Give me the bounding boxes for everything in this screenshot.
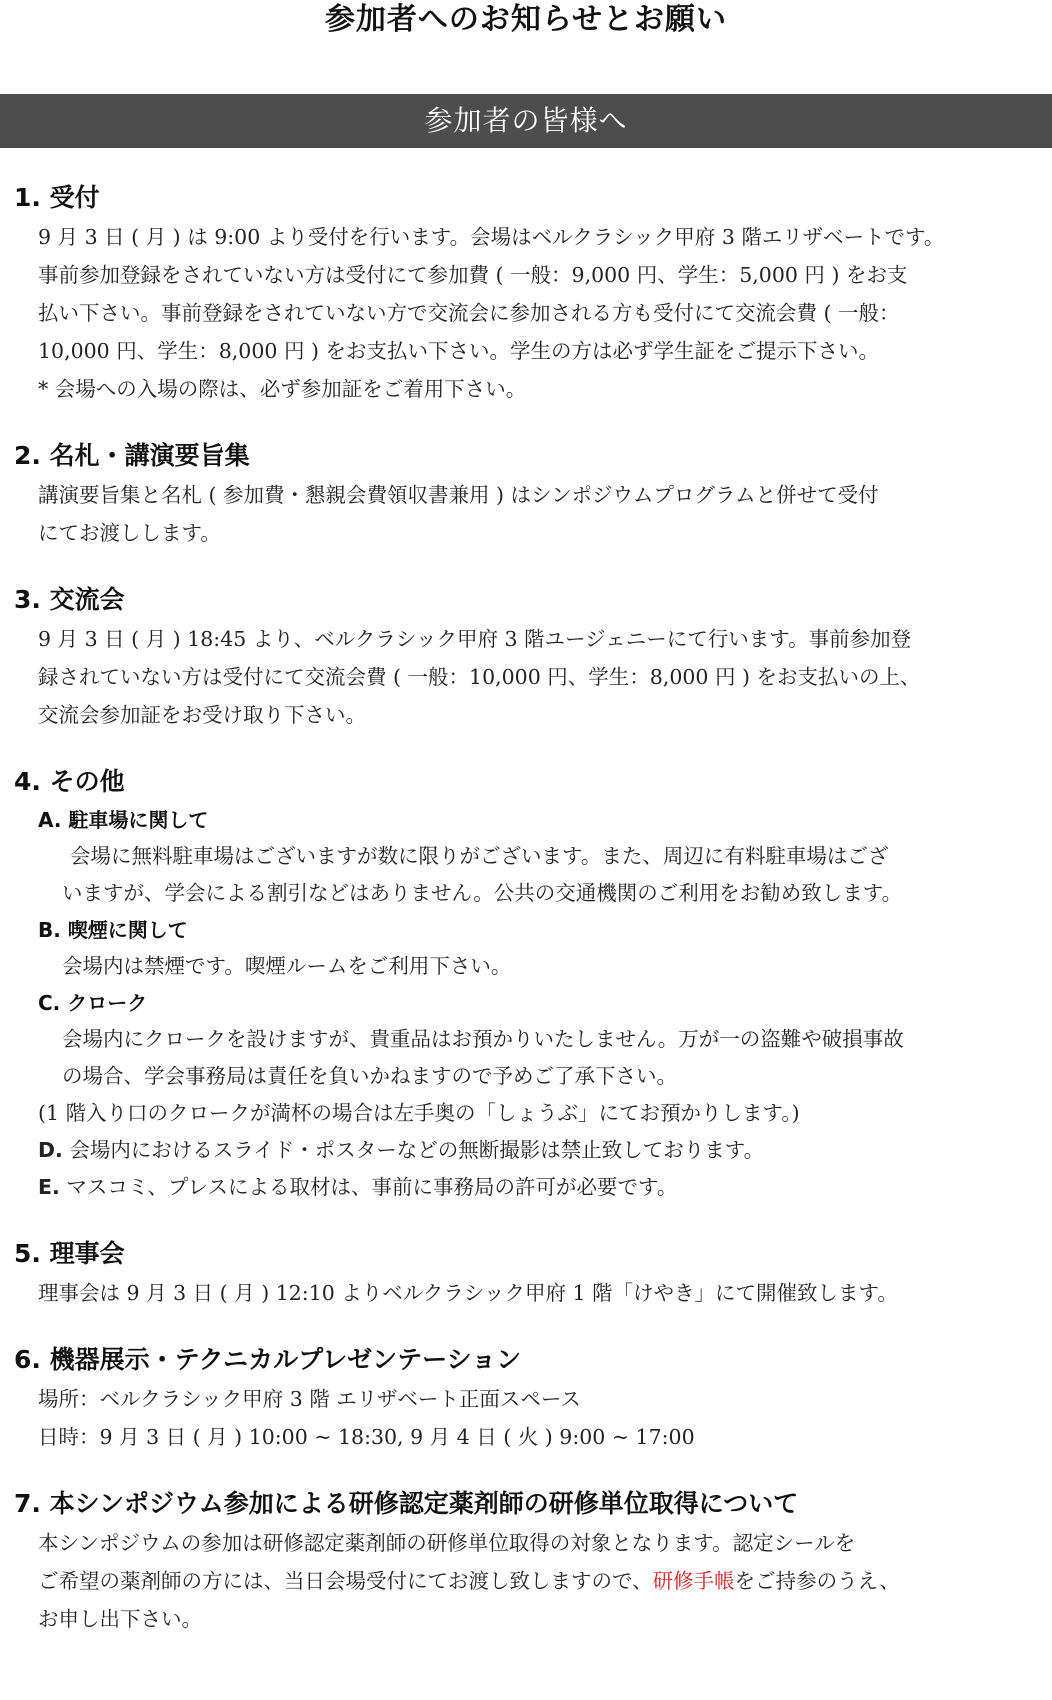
highlight-training-handbook: 研修手帳 [652, 1569, 735, 1593]
body-line: 本シンポジウムの参加は研修認定薬剤師の研修単位取得の対象となります。認定シールを [38, 1531, 856, 1555]
body-text-before: ご希望の薬剤師の方には、当日会場受付にてお渡し致しますので、 [38, 1569, 653, 1593]
body-line: 事前参加登録をされていない方は受付にて参加費 ( 一般：9,000 円、学生：5,000 円 ) をお支 [38, 263, 908, 287]
body-line: 9 月 3 日 ( 月 ) は 9:00 より受付を行います。会場はベルクラシック甲府 3 階エリザベートです。 [38, 225, 945, 249]
page-title: 参加者へのお知らせとお願い [324, 2, 728, 37]
body-text-after: をご持参のうえ、 [734, 1569, 900, 1593]
notice-content [0, 178, 1052, 1666]
body-line: の場合、学会事務局は責任を負いかねますので予めご了承下さい。 [62, 1064, 677, 1088]
section-banner: 参加者の皆様へ [0, 94, 1052, 148]
cloak-note: (1 階入り口のクロークが満杯の場合は左手奥の「しょうぶ」にてお預かりします。) [38, 1101, 800, 1125]
body-line: にてお渡しします。 [38, 521, 221, 545]
section-other [0, 762, 1052, 1206]
body-line: 9 月 3 日 ( 月 ) 18:45 より、ベルクラシック甲府 3 階ユージェニーにて行います。事前参加登 [38, 627, 912, 651]
section-body [38, 476, 1038, 552]
no-photography-notice [38, 1132, 1052, 1169]
section-body [38, 1524, 1038, 1638]
body-line: * 会場への入場の際は、必ず参加証をご着用下さい。 [38, 377, 527, 401]
body-line: 会場内にクロークを設けますが、貴重品はお預かりいたしません。万が一の盗難や破損事故 [62, 1027, 904, 1051]
body-line: 交流会参加証をお受け取り下さい。 [38, 703, 366, 727]
section-heading: 7. 本シンポジウム参加による研修認定薬剤師の研修単位取得について [14, 1489, 799, 1518]
body-line: いますが、学会による割引などはありません。公共の交通機関のご利用をお勧め致します。 [62, 881, 903, 905]
subsection-heading-smoking: B. 喫煙に関して [38, 918, 188, 942]
section-heading: 2. 名札・講演要旨集 [14, 441, 250, 470]
body-line: お申し出下さい。 [38, 1607, 202, 1631]
section-body [38, 1274, 1038, 1312]
body-line: 払い下さい。事前登録をされていない方で交流会に参加される方も受付にて交流会費 ( 一般： [38, 301, 900, 325]
section-heading: 1. 受付 [14, 183, 100, 212]
body-line: 会場内は禁煙です。喫煙ルームをご利用下さい。 [62, 954, 512, 978]
body-line: 録されていない方は受付にて交流会費 ( 一般：10,000 円、学生：8,000 円 ) をお支払いの上、 [38, 665, 921, 689]
section-nametag [0, 436, 1052, 552]
section-body [38, 218, 1038, 408]
body-line: 日時：9 月 3 日 ( 月 ) 10:00 ~ 18:30, 9 月 4 日 ( 火 ) 9:00 ~ 17:00 [38, 1425, 695, 1449]
body-line: 場所：ベルクラシック甲府 3 階 エリザベート正面スペース [38, 1387, 581, 1411]
item-text: マスコミ、プレスによる取材は、事前に事務局の許可が必要です。 [59, 1175, 678, 1199]
subsection-body-smoking [62, 948, 1042, 985]
body-line [38, 1562, 1038, 1600]
section-board-meeting [0, 1234, 1052, 1312]
section-social [0, 580, 1052, 734]
section-reception [0, 178, 1052, 408]
section-heading: 6. 機器展示・テクニカルプレゼンテーション [14, 1345, 522, 1374]
subsection-heading-parking: A. 駐車場に関して [38, 808, 209, 832]
item-letter: D. [38, 1138, 63, 1162]
subsection-body-cloak [62, 1021, 1042, 1095]
item-letter: E. [38, 1175, 60, 1199]
item-text: 会場内におけるスライド・ポスターなどの無断撮影は禁止致しております。 [62, 1138, 765, 1162]
subsection-heading-cloak: C. クローク [38, 991, 148, 1015]
body-line: 10,000 円、学生：8,000 円 ) をお支払い下さい。学生の方は必ず学生証をご提示下さい。 [38, 339, 879, 363]
section-heading: 4. その他 [14, 767, 125, 796]
section-exhibition [0, 1340, 1052, 1456]
section-heading: 3. 交流会 [14, 585, 125, 614]
body-line: 講演要旨集と名札 ( 参加費・懇親会費領収書兼用 ) はシンポジウムプログラムと併せて受付 [38, 483, 879, 507]
body-line: 理事会は 9 月 3 日 ( 月 ) 12:10 よりベルクラシック甲府 1 階「けやき」にて開催致します。 [38, 1281, 898, 1305]
section-heading: 5. 理事会 [14, 1239, 125, 1268]
section-body [38, 1380, 1038, 1456]
press-notice [38, 1169, 1052, 1206]
body-line: 会場に無料駐車場はございますが数に限りがございます。また、周辺に有料駐車場はござ [70, 844, 889, 868]
subsection-body-parking [62, 838, 1042, 912]
section-body [38, 620, 1038, 734]
section-pharmacist-credits [0, 1484, 1052, 1638]
